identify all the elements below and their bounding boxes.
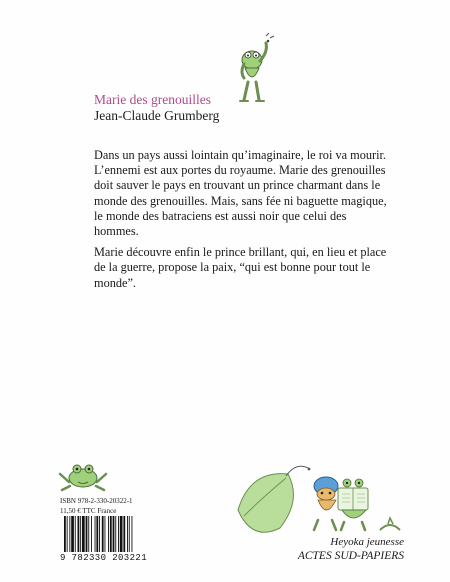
price: 11,50 € TTC France (60, 507, 117, 515)
isbn: ISBN 978-2-330-20322-1 (60, 497, 133, 505)
book-author: Jean-Claude Grumberg (94, 108, 220, 123)
book-title: Marie des grenouilles (94, 92, 211, 107)
series-name: Heyoka jeunesse (330, 536, 404, 548)
waving-frog-illustration (226, 30, 286, 105)
blurb-paragraph: Marie découvre enfin le prince brillant, qui, en lieu et place de la guerre, propose la paix, “qui est bonne pour tout le monde”. (94, 245, 387, 290)
publisher-imprint: ACTES SUD-PAPIERS (297, 550, 404, 562)
barcode-digits: 9 782330 203221 (60, 553, 148, 563)
blurb-paragraph: Dans un pays aussi lointain qu’imaginaire, le roi va mourir. L’ennemi est aux portes du royaume. Marie des grenouilles doit sauver le pays en trouvant un prince charmant dans le monde des grenouilles. Mais, sans fée ni baguette magique, le monde des batraciens est aussi noir que celui des hommes. (94, 148, 387, 239)
reading-frogs-illustration (230, 450, 410, 540)
small-frog-illustration (58, 456, 108, 492)
blurb (94, 148, 390, 291)
